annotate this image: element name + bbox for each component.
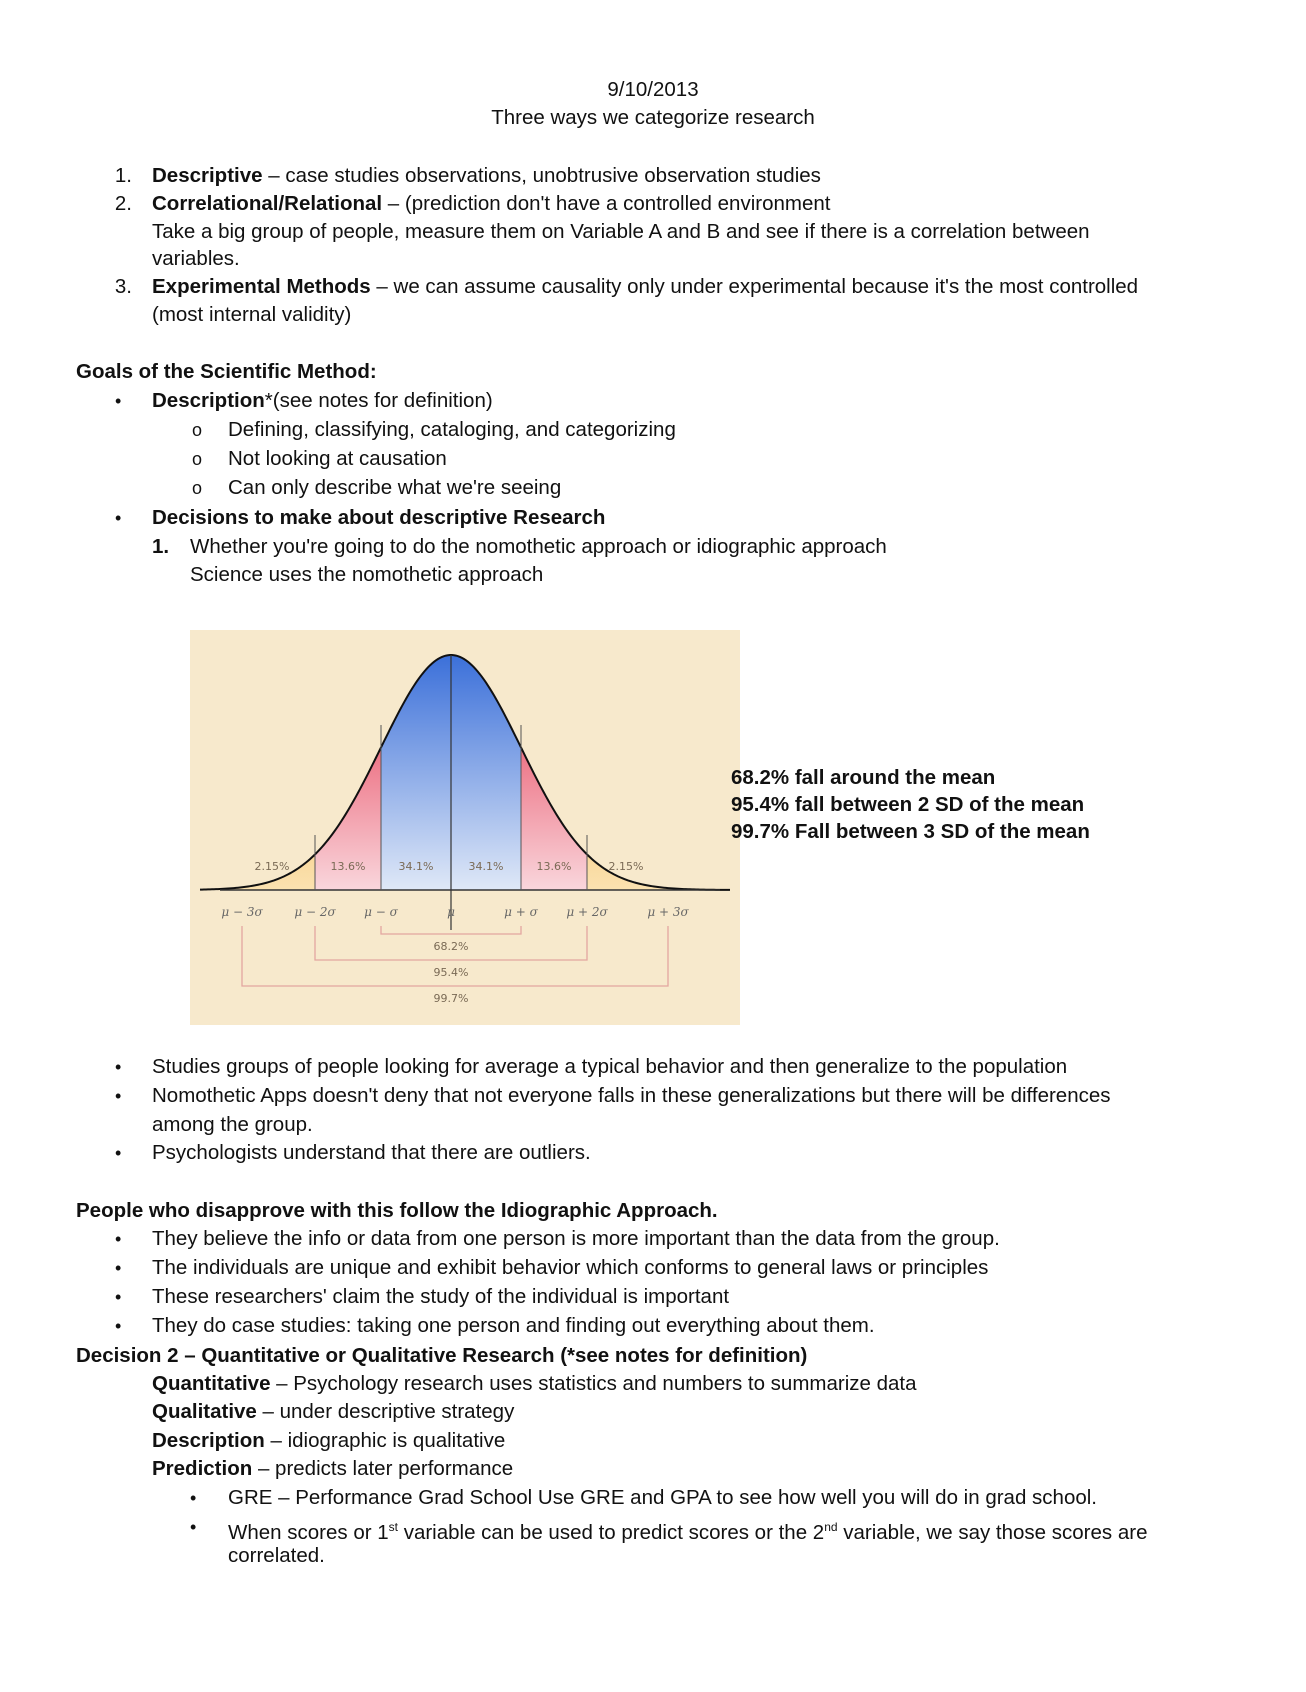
segment-label: 13.6%: [536, 860, 572, 873]
bullet-icon: •: [115, 508, 122, 528]
bullet-icon: •: [115, 1143, 122, 1163]
list-item: Nomothetic Apps doesn't deny that not everyone falls in these generalizations but there will be differences: [152, 1084, 1111, 1107]
bullet-icon: •: [115, 1316, 122, 1336]
list-number: 1.: [152, 535, 170, 558]
bullet-icon: •: [115, 391, 122, 411]
segment-label: 34.1%: [468, 860, 504, 873]
definition-item: Qualitative – under descriptive strategy: [152, 1400, 515, 1423]
segment-label: 2.15%: [608, 860, 644, 873]
sub-list-item: Not looking at causation: [228, 447, 447, 470]
axis-tick-label: μ + σ: [504, 905, 538, 919]
list-item-continuation: Science uses the nomothetic approach: [190, 563, 544, 586]
decisions-heading: Decisions to make about descriptive Research: [152, 506, 606, 529]
axis-tick-label: μ − σ: [364, 905, 398, 919]
list-item: Descriptive – case studies observations, unobtrusive observation studies: [152, 164, 821, 187]
bullet-icon: •: [115, 1057, 122, 1077]
list-item-continuation: (most internal validity): [152, 303, 352, 326]
segment-label: 34.1%: [398, 860, 434, 873]
range-label: 95.4%: [433, 966, 469, 979]
decision2-heading: Decision 2 – Quantitative or Qualitative Research (*see notes for definition): [76, 1344, 808, 1367]
distribution-note: 99.7% Fall between 3 SD of the mean: [731, 820, 1090, 843]
list-item: They believe the info or data from one person is more important than the data from the group.: [152, 1227, 1000, 1250]
bullet-icon: •: [115, 1086, 122, 1106]
list-number: 1.: [114, 164, 132, 187]
bullet-icon: •: [115, 1229, 122, 1249]
sub-list-item: When scores or 1st variable can be used to predict scores or the 2nd variable, we say those scores are: [228, 1520, 1148, 1544]
bullet-icon: •: [190, 1488, 197, 1508]
list-item: Description*(see notes for definition): [152, 389, 493, 412]
idiographic-heading: People who disapprove with this follow the Idiographic Approach.: [76, 1199, 718, 1222]
list-item: The individuals are unique and exhibit behavior which conforms to general laws or principles: [152, 1256, 989, 1279]
list-item: Studies groups of people looking for average a typical behavior and then generalize to the population: [152, 1055, 1068, 1078]
list-item: Psychologists understand that there are outliers.: [152, 1141, 591, 1164]
bullet-icon: •: [115, 1287, 122, 1307]
definition-item: Quantitative – Psychology research uses statistics and numbers to summarize data: [152, 1372, 917, 1395]
sub-list-item: Can only describe what we're seeing: [228, 476, 562, 499]
list-item-continuation: correlated.: [228, 1544, 325, 1567]
segment-label: 13.6%: [330, 860, 366, 873]
range-label: 68.2%: [433, 940, 469, 953]
doc-date: 9/10/2013: [607, 78, 699, 101]
range-label: 99.7%: [433, 992, 469, 1005]
list-number: 2.: [114, 192, 132, 215]
list-item-continuation: Take a big group of people, measure them on Variable A and B and see if there is a correlation between: [152, 220, 1090, 243]
circle-bullet-icon: o: [192, 449, 203, 469]
bullet-icon: •: [115, 1258, 122, 1278]
bullet-icon: •: [190, 1517, 197, 1537]
axis-tick-label: μ + 3σ: [647, 905, 689, 919]
list-item-continuation: among the group.: [152, 1113, 313, 1136]
segment-label: 2.15%: [254, 860, 290, 873]
goals-heading: Goals of the Scientific Method:: [76, 360, 377, 383]
axis-tick-label: μ + 2σ: [566, 905, 608, 919]
list-item: Correlational/Relational – (prediction don't have a controlled environment: [152, 192, 831, 215]
axis-tick-label: μ − 3σ: [221, 905, 263, 919]
circle-bullet-icon: o: [192, 478, 203, 498]
axis-tick-label: μ − 2σ: [294, 905, 336, 919]
sub-list-item: Defining, classifying, cataloging, and categorizing: [228, 418, 676, 441]
list-number: 3.: [114, 275, 132, 298]
list-item: Experimental Methods – we can assume causality only under experimental because it's the most controlled: [152, 275, 1139, 298]
list-item: They do case studies: taking one person and finding out everything about them.: [152, 1314, 875, 1337]
axis-tick-label: μ: [447, 905, 455, 919]
doc-title: Three ways we categorize research: [491, 106, 815, 129]
definition-item: Prediction – predicts later performance: [152, 1457, 514, 1480]
list-item: These researchers' claim the study of the individual is important: [152, 1285, 730, 1308]
normal-distribution-figure: [190, 630, 740, 1025]
distribution-note: 68.2% fall around the mean: [731, 766, 996, 789]
sub-list-item: GRE – Performance Grad School Use GRE and GPA to see how well you will do in grad school.: [228, 1486, 1098, 1509]
list-item-continuation: variables.: [152, 247, 240, 270]
distribution-note: 95.4% fall between 2 SD of the mean: [731, 793, 1085, 816]
definition-item: Description – idiographic is qualitative: [152, 1429, 506, 1452]
list-item: Whether you're going to do the nomothetic approach or idiographic approach: [190, 535, 887, 558]
circle-bullet-icon: o: [192, 420, 203, 440]
